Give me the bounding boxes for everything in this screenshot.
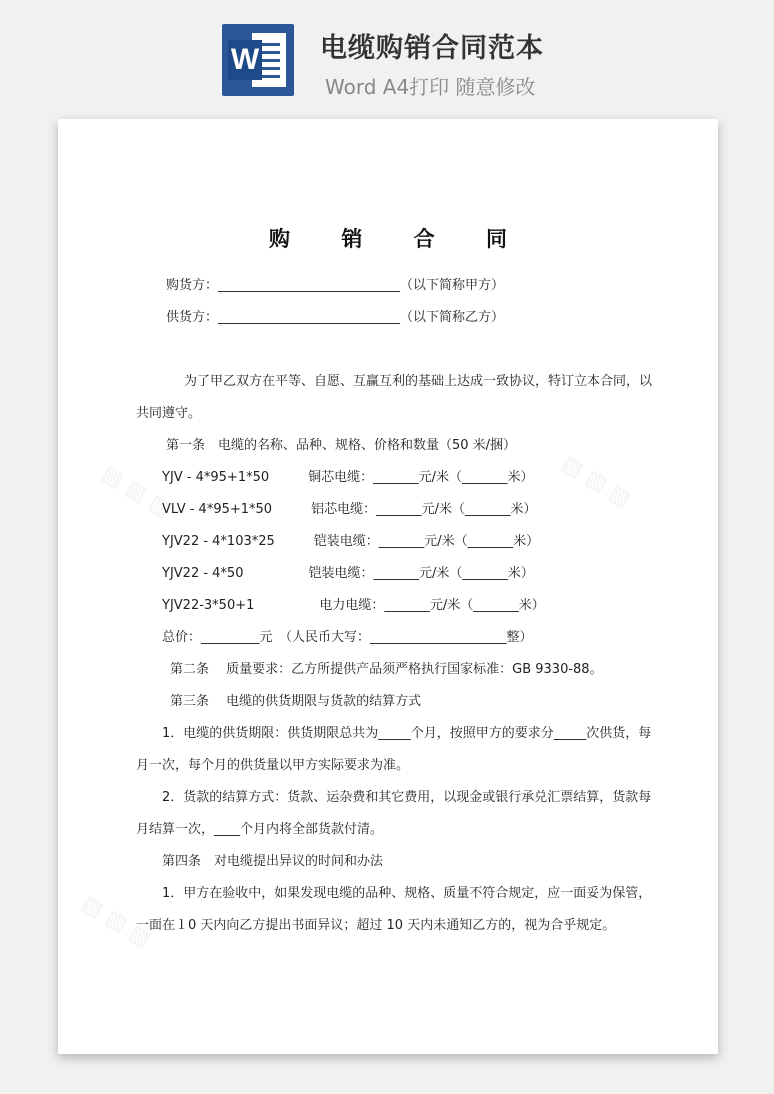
- paragraph-line: 1．电缆的供货期限：供货期限总共为_____个月，按照甲方的要求分_____次供货，每: [162, 726, 652, 741]
- article-heading: 第一条 电缆的名称、品种、规格、价格和数量（50 米/捆）: [166, 438, 517, 453]
- product-line: VLV - 4*95+1*50 铝芯电缆：_______元/米（_______米）: [162, 502, 537, 517]
- paragraph-line: 一面在１0 天内向乙方提出书面异议；超过 10 天内未通知乙方的，视为合乎规定。: [136, 918, 616, 933]
- word-icon: [222, 24, 294, 96]
- watermark: ▧ ▧ ▧: [77, 890, 156, 953]
- paragraph-line: 为了甲乙双方在平等、自愿、互赢互利的基础上达成一致协议，特订立本合同，以: [184, 374, 653, 389]
- product-line: YJV22-3*50+1 电力电缆：_______元/米（_______米）: [162, 598, 545, 613]
- watermark: ▧ ▧ ▧: [97, 460, 176, 523]
- paragraph-line: 月一次，每个月的供货量以甲方实际要求为准。: [136, 758, 410, 773]
- total-price-line: 总价：_________元 （人民币大写：_____________________整）: [162, 630, 533, 645]
- buyer-line: 购货方：____________________________（以下简称甲方）: [166, 278, 505, 293]
- product-line: YJV - 4*95+1*50 铜芯电缆：_______元/米（_______米）: [162, 470, 534, 485]
- document-page: [58, 119, 718, 1054]
- banner-title: 电缆购销合同范本: [320, 33, 544, 64]
- banner-subtitle: Word A4打印 随意修改: [325, 75, 536, 99]
- header-banner: [0, 0, 774, 118]
- product-line: YJV22 - 4*50 铠装电缆：_______元/米（_______米）: [162, 566, 534, 581]
- article-heading: 第二条 质量要求：乙方所提供产品须严格执行国家标准：GB 9330-88。: [170, 662, 603, 677]
- seller-line: 供货方：____________________________（以下简称乙方）: [166, 310, 505, 325]
- paragraph-line: 2．货款的结算方式：货款、运杂费和其它费用，以现金或银行承兑汇票结算，货款每: [162, 790, 652, 805]
- product-line: YJV22 - 4*103*25 铠装电缆：_______元/米（_______米）: [162, 534, 540, 549]
- word-icon-letter: W: [228, 40, 262, 80]
- article-heading: 第三条 电缆的供货期限与货款的结算方式: [170, 694, 422, 709]
- document-title: 购 销 合 同: [269, 227, 529, 251]
- paragraph-line: 共同遵守。: [136, 406, 202, 421]
- paragraph-line: 1．甲方在验收中，如果发现电缆的品种、规格、质量不符合规定，应一面妥为保管，: [162, 886, 652, 901]
- paragraph-line: 月结算一次，____个月内将全部货款付清。: [136, 822, 384, 837]
- article-heading: 第四条 对电缆提出异议的时间和办法: [162, 854, 384, 869]
- watermark: ▧ ▧ ▧: [557, 450, 636, 513]
